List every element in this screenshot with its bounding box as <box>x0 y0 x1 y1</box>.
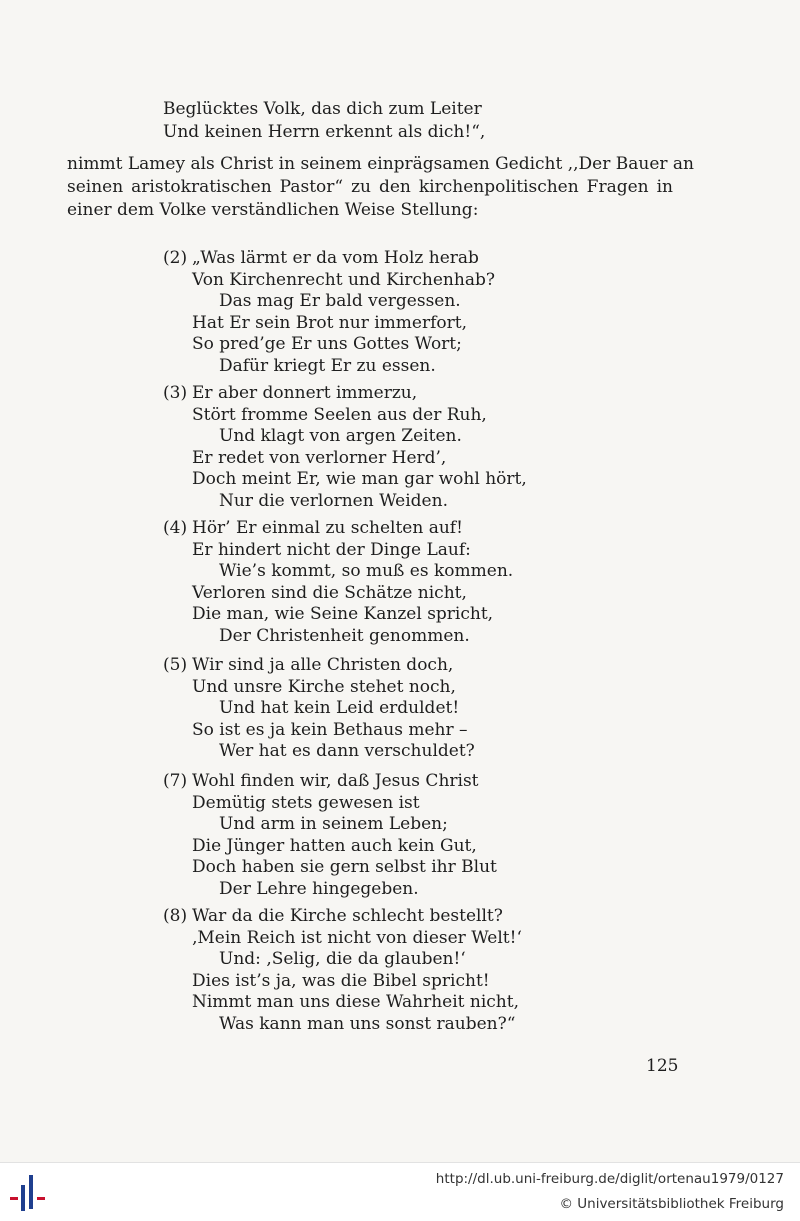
viewer-footer <box>0 1162 800 1221</box>
verse-line: Und hat kein Leid erduldet! <box>219 698 460 718</box>
verse-line: Er aber donnert immerzu, <box>192 383 418 403</box>
stanza-8 <box>163 906 522 1035</box>
verse-line: So ist es ja kein Bethaus mehr – <box>192 719 468 740</box>
stanza-5 <box>163 655 475 763</box>
verse-line: Wer hat es dann verschuldet? <box>219 741 475 761</box>
verse-line: Wir sind ja alle Christen doch, <box>192 655 454 675</box>
verse-line: Der Lehre hingegeben. <box>219 878 419 899</box>
prose-line: einer dem Volke verständlichen Weise Stellung: <box>67 200 479 220</box>
verse-line: War da die Kirche schlecht bestellt? <box>192 906 503 926</box>
stanza-number: (7) <box>163 771 188 791</box>
verse-line: Doch haben sie gern selbst ihr Blut <box>192 857 497 877</box>
verse-line: Dafür kriegt Er zu essen. <box>219 355 436 376</box>
verse-line: Demütig stets gewesen ist <box>192 792 420 813</box>
prose-paragraph <box>67 153 695 222</box>
verse-line: Dies ist’s ja, was die Bibel spricht! <box>192 970 490 991</box>
verse-line: Er hindert nicht der Dinge Lauf: <box>192 539 471 560</box>
verse-line: Und arm in seinem Leben; <box>219 814 448 834</box>
verse-line: Nur die verlornen Weiden. <box>219 490 448 511</box>
epigraph-line: Beglücktes Volk, das dich zum Leiter <box>163 99 482 119</box>
verse-line: Von Kirchenrecht und Kirchenhab? <box>192 269 495 290</box>
verse-line: Und unsre Kirche stehet noch, <box>192 676 456 697</box>
verse-line: Verloren sind die Schätze nicht, <box>192 582 467 603</box>
verse-line: Wie’s kommt, so muß es kommen. <box>219 561 514 581</box>
verse-line: Was kann man uns sonst rauben?“ <box>219 1013 516 1034</box>
verse-line: Er redet von verlorner Herd’, <box>192 447 447 468</box>
verse-line: Hat Er sein Brot nur immerfort, <box>192 312 467 333</box>
verse-line: Der Christenheit genommen. <box>219 625 470 646</box>
ub-freiburg-logo-icon[interactable] <box>10 1171 50 1213</box>
epigraph-line: Und keinen Herrn erkennt als dich!“, <box>163 122 486 142</box>
verse-line: „Was lärmt er da vom Holz herab <box>192 248 479 268</box>
verse-line: Stört fromme Seelen aus der Ruh, <box>192 404 487 425</box>
prose-line: seinen aristokratischen Pastor“ zu den kirchenpolitischen Fragen in <box>67 177 673 197</box>
stanza-number: (4) <box>163 518 188 538</box>
stanza-3 <box>163 383 527 512</box>
verse-line: Das mag Er bald vergessen. <box>219 291 461 311</box>
stanza-number: (2) <box>163 248 188 268</box>
copyright-text: © Universitätsbibliothek Freiburg <box>559 1196 784 1212</box>
prose-line: nimmt Lamey als Christ in seinem einprägsamen Gedicht ,,Der Bauer an <box>67 154 695 174</box>
stanza-7 <box>163 771 497 900</box>
verse-line: So pred’ge Er uns Gottes Wort; <box>192 334 462 354</box>
verse-line: Nimmt man uns diese Wahrheit nicht, <box>192 992 519 1012</box>
verse-line: Hör’ Er einmal zu schelten auf! <box>192 518 463 538</box>
stanza-number: (3) <box>163 383 188 403</box>
verse-line: Und klagt von argen Zeiten. <box>219 426 462 446</box>
stanza-number: (8) <box>163 906 188 926</box>
verse-line: Wohl finden wir, daß Jesus Christ <box>192 771 479 791</box>
verse-line: Und: ‚Selig, die da glauben!‘ <box>219 949 466 969</box>
page-number: 125 <box>646 1056 679 1076</box>
stanza-4 <box>163 518 513 647</box>
stanza-number: (5) <box>163 655 188 675</box>
verse-line: ‚Mein Reich ist nicht von dieser Welt!‘ <box>192 927 522 948</box>
source-url-link[interactable]: http://dl.ub.uni-freiburg.de/diglit/ortenau1979/0127 <box>435 1171 784 1187</box>
verse-line: Die Jünger hatten auch kein Gut, <box>192 835 477 856</box>
stanza-2 <box>163 248 495 377</box>
epigraph <box>163 98 485 144</box>
verse-line: Doch meint Er, wie man gar wohl hört, <box>192 469 527 489</box>
verse-line: Die man, wie Seine Kanzel spricht, <box>192 604 494 624</box>
